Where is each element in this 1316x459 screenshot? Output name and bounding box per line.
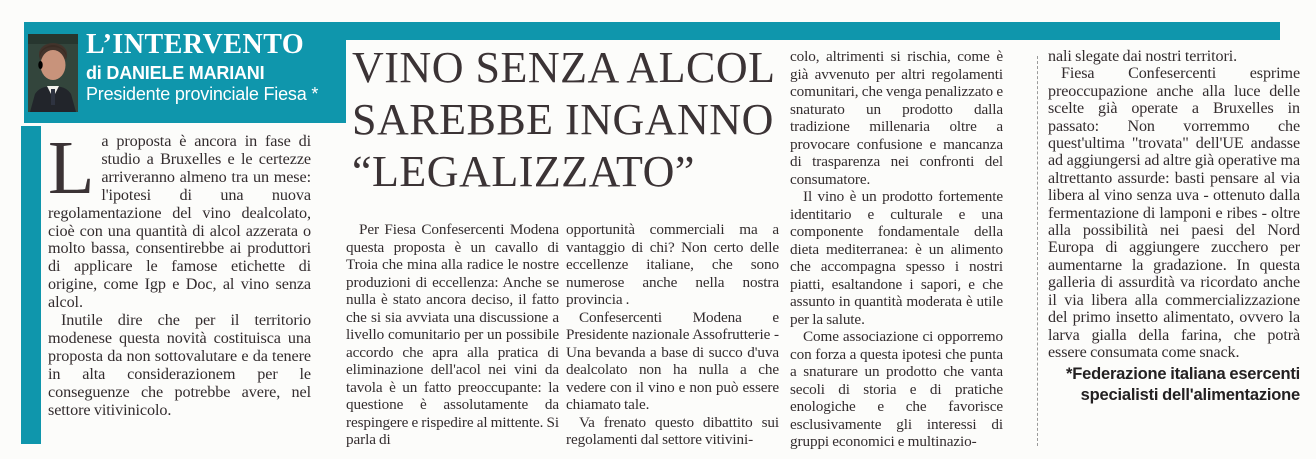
portrait-icon xyxy=(28,34,78,112)
headline-line-2: SAREBBE INGANNO xyxy=(352,95,774,144)
article-column-3 xyxy=(566,221,779,459)
headline-line-1: VINO SENZA ALCOL xyxy=(352,43,776,92)
paragraph: Confesercenti Modena e Presidente nazionale Assofrutterie - Una bevanda a base di succo d'uva dealcolato non ha nulla a che vedere con il vino e non può essere chiamato tale. xyxy=(566,308,779,413)
paragraph: Come associazione ci opporremo con forza a questa ipotesi che punta a snaturare un prodotto che vanta secoli di storia e di pratiche enologiche e che favorisce esclusivamente gli interessi di gruppi economici e multinazio- xyxy=(790,328,1003,450)
article-column-2 xyxy=(346,221,559,459)
paragraph-text: a proposta è ancora in fase di studio a Bruxelles e le certezze arriveranno almeno tra un mese: l'ipotesi di una nuova regolamentazione del vino dealcolato, cioè con una quantità di alcol azzerata o molto bassa, consentirebbe ai produttori di applicare le famose etichette di origine, come Igp e Doc, al vino senza alcol. xyxy=(48,133,311,312)
footnote xyxy=(1048,364,1300,406)
article-column-1 xyxy=(48,133,311,459)
kicker xyxy=(86,29,346,105)
column-divider-dashed xyxy=(1037,56,1038,446)
kicker-role: Presidente provinciale Fiesa * xyxy=(86,84,319,104)
kicker-title: L’INTERVENTO xyxy=(86,29,305,60)
paragraph: nali slegate dai nostri territori. xyxy=(1048,48,1238,65)
paragraph: colo, altrimenti si rischia, come è già avvenuto per altri regolamenti comunitari, che venga penalizzato e snaturato un prodotto dalla tradizione millenaria oltre a provocare confusione e mancanza di trasparenza nei confronti del consumatore. xyxy=(790,48,1003,188)
paragraph xyxy=(48,133,311,312)
paragraph: Va frenato questo dibattito sui regolamenti dal settore vitivini- xyxy=(566,413,779,448)
byline-name: DANIELE MARIANI xyxy=(106,63,265,83)
paragraph: Fiesa Confesercenti esprime preoccupazione anche alla luce delle scelte già operate a Bruxelles in passato: Non vorremmo che quest'ultima "trovata" dell'UE andasse ad aggiungersi ad altre già operative ma altrettanto assurde: basti pensare al via libera al vino senza uva - ottenuto dalla fermentazione di lamponi e ribes - oltre alla possibilità nei paesi del Nord Europa di aggiungere zucchero per aumentarne la gradazione. In questa galleria di assurdità va ricordato anche il via libera alla commercializzazione del primo insetto alimentato, ovvero la larva gialla della farina, che potrà essere consumata come snack. xyxy=(1048,65,1300,361)
footnote-line-1: *Federazione italiana esercenti xyxy=(1066,365,1300,384)
kicker-byline xyxy=(86,62,346,84)
teal-side-rule xyxy=(21,126,41,444)
headline-line-3: “LEGALIZZATO” xyxy=(352,147,695,196)
dropcap: L xyxy=(48,133,95,210)
article-column-4 xyxy=(790,48,1003,459)
byline-photo xyxy=(28,34,78,112)
byline-prefix: di xyxy=(86,63,107,83)
paragraph: Il vino è un prodotto fortemente identitario e culturale e una componente fondamentale della dieta mediterranea: è un alimento che accompagna spesso i nostri piatti, esaltandone i sapori, e che assunto in quantità moderata è utile per la salute. xyxy=(790,188,1003,328)
footnote-line-2: specialisti dell'alimentazione xyxy=(1080,386,1300,405)
paragraph: Inutile dire che per il territorio modenese questa novità costituisca una proposta da non sottovalutare e da tenere in alta considerazionem per le conseguenze che potrebbe avere, nel settore vitivinicolo. xyxy=(48,311,311,419)
headline xyxy=(352,42,788,198)
paragraph: opportunità commerciali ma a vantaggio di chi? Non certo delle eccellenze italiane, che sono numerose anche nella nostra provincia . xyxy=(566,221,779,308)
article-column-5 xyxy=(1048,48,1300,459)
paragraph: Per Fiesa Confesercenti Modena questa proposta è un cavallo di Troia che mina alla radice le nostre produzioni di eccellenza: Anche se nulla è stato ancora deciso, il fatto che si sia avviata una discussione a livello comunitario per un possibile accordo che apra alla pratica di eliminazione dell'acol nei vini da tavola è un fatto preoccupante: la questione è assolutamente da respingere e rispedire al mittente. Si parla di xyxy=(346,221,559,448)
